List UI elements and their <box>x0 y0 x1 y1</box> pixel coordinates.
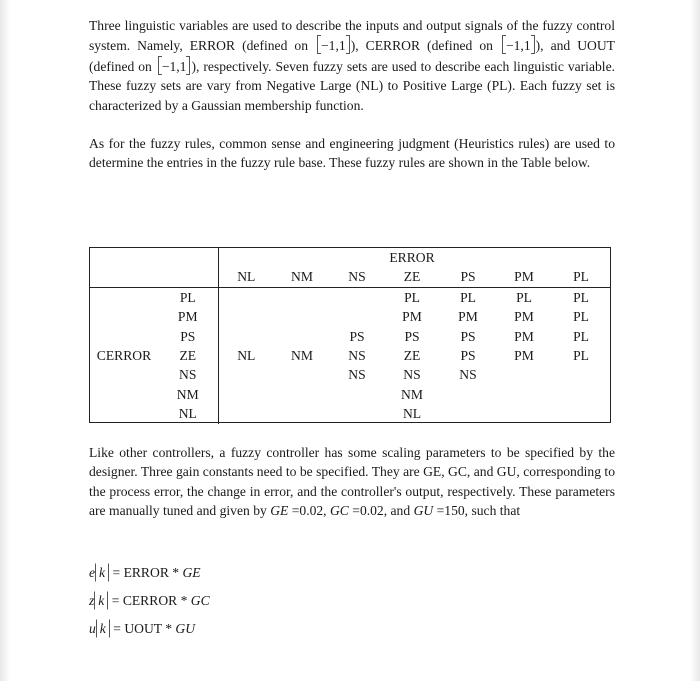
row-variable-spacer <box>90 287 158 307</box>
formula-lhs: u <box>89 621 96 636</box>
row-variable-spacer <box>90 404 158 423</box>
rule-cell: PS <box>460 328 476 344</box>
rule-cell <box>274 307 330 326</box>
col-header: NL <box>218 267 274 287</box>
paragraph-scaling-parameters <box>89 443 615 521</box>
rule-cell: PL <box>573 348 589 364</box>
formula-uout <box>89 619 210 647</box>
table-row <box>90 385 610 404</box>
col-header: PS <box>440 267 496 287</box>
table-row <box>90 365 610 384</box>
rule-cell <box>218 404 274 423</box>
rule-cell: PL <box>573 328 589 344</box>
row-variable-spacer <box>90 307 158 326</box>
rule-cell <box>552 404 610 423</box>
rule-cell <box>218 307 274 326</box>
scaling-formulas <box>89 563 210 647</box>
rule-cell <box>552 365 610 384</box>
rule-cell: PL <box>573 289 589 305</box>
rule-cell: PM <box>458 309 478 325</box>
rule-cell <box>274 365 330 384</box>
paragraph-linguistic-variables <box>89 16 615 115</box>
page-edge-right <box>690 0 700 681</box>
rule-cell: NL <box>218 346 274 365</box>
interval-value: −1,1 <box>161 58 187 74</box>
text-run: Three linguistic variables are used to describe the inputs and output signals of the fuzzy control system. Namely, ERROR (defined on <box>89 18 615 54</box>
rule-table-body <box>90 287 610 423</box>
rule-cell: PM <box>514 328 534 344</box>
paragraph-fuzzy-rules: As for the fuzzy rules, common sense and engineering judgment (Heuristics rules) are used to determine the entries in the fuzzy rule base. These fuzzy rules are shown in the Table below. <box>89 136 615 171</box>
formula-gain: GC <box>190 593 210 608</box>
formula-eq: = <box>108 593 123 608</box>
rule-cell <box>440 385 496 404</box>
row-header: PL <box>179 289 196 305</box>
interval-error <box>315 38 351 53</box>
row-header: NM <box>176 386 199 402</box>
page-edge-left <box>0 0 10 681</box>
rule-cell <box>274 404 330 423</box>
rule-cell: PS <box>349 328 365 344</box>
rule-cell: NS <box>403 367 421 383</box>
row-variable-spacer <box>90 327 158 346</box>
interval-cerror <box>500 38 536 53</box>
formula-lhs: z <box>89 593 95 608</box>
row-header: NL <box>178 406 197 422</box>
table-row <box>90 287 610 307</box>
rule-cell <box>218 365 274 384</box>
rule-cell <box>330 404 384 423</box>
formula-cerror <box>89 591 210 619</box>
rule-cell <box>440 404 496 423</box>
formula-eq: = <box>109 565 124 580</box>
row-header: PM <box>177 309 198 325</box>
formula-var: CERROR <box>122 593 178 608</box>
rule-table-grid <box>90 248 610 424</box>
rule-cell <box>330 307 384 326</box>
formula-op: * <box>161 621 176 636</box>
rule-cell <box>218 287 274 307</box>
rule-cell <box>218 327 274 346</box>
document-body <box>89 16 615 173</box>
col-header: NM <box>274 267 330 287</box>
rule-cell: NM <box>291 348 313 364</box>
text-run: Like other controllers, a fuzzy controller has some scaling parameters to be specified by the designer. Three gain constants need to be specified. They are GE, GC, and GU, corresponding to the process error, the change in error, and the controller's output, respectively. These parameters are manually tuned and given by <box>89 445 615 519</box>
formula-index: k <box>94 591 108 610</box>
formula-op: * <box>168 565 183 580</box>
rule-cell: PM <box>402 309 422 325</box>
col-header: PM <box>496 267 552 287</box>
formula-index: k <box>95 563 109 582</box>
rule-cell <box>274 327 330 346</box>
symbol-gc: GC <box>329 503 349 519</box>
col-header: ZE <box>384 267 440 287</box>
row-header: NS <box>179 367 197 383</box>
formula-eq: = <box>109 621 125 636</box>
text-run: ), and UOUT (defined on <box>89 38 615 74</box>
rule-cell: ZE <box>403 348 421 364</box>
formula-index: k <box>96 619 110 638</box>
formula-gain: GU <box>175 621 196 636</box>
rule-cell <box>274 287 330 307</box>
row-variable-spacer <box>90 385 158 404</box>
text-run: =0.02, <box>288 503 330 519</box>
table-row <box>90 307 610 326</box>
fuzzy-rule-table <box>89 247 611 423</box>
column-variable-label: ERROR <box>389 250 435 265</box>
rule-cell <box>496 385 552 404</box>
text-run: =150, such that <box>433 503 521 519</box>
symbol-ge: GE <box>270 503 289 519</box>
table-row <box>90 404 610 423</box>
row-variable-label: CERROR <box>96 348 152 364</box>
interval-value: −1,1 <box>321 38 346 54</box>
text-run: ), CERROR (defined on <box>350 38 500 54</box>
formula-gain: GE <box>182 565 201 580</box>
table-row <box>90 346 610 365</box>
rule-cell: PM <box>514 309 534 325</box>
formula-var: ERROR <box>123 565 169 580</box>
rule-cell: PS <box>404 328 420 344</box>
table-row <box>90 327 610 346</box>
symbol-gu: GU <box>413 503 434 519</box>
row-header: ZE <box>179 348 197 364</box>
text-run: ), respectively. Seven fuzzy sets are used to describe each linguistic variable. These fuzzy sets are vary from Negative Large (NL) to Positive Large (PL). Each fuzzy set is characterized by a Gaussian membership function. <box>89 58 615 113</box>
col-header: NS <box>330 267 384 287</box>
rule-cell <box>496 365 552 384</box>
rule-cell: NL <box>402 406 422 422</box>
col-header: PL <box>552 267 610 287</box>
interval-uout <box>156 59 192 74</box>
formula-lhs: e <box>89 565 96 580</box>
rule-cell: PM <box>514 348 534 364</box>
row-header: PS <box>180 328 196 344</box>
formula-error <box>89 563 210 591</box>
row-variable-spacer <box>90 365 158 384</box>
rule-cell <box>330 385 384 404</box>
rule-cell: PL <box>460 289 476 305</box>
text-run: =0.02, and <box>348 503 414 519</box>
rule-cell: PS <box>460 348 476 364</box>
interval-value: −1,1 <box>505 38 531 54</box>
rule-cell <box>274 385 330 404</box>
rule-cell <box>552 385 610 404</box>
rule-cell: NS <box>459 367 477 383</box>
rule-cell: NS <box>348 367 366 383</box>
rule-cell: NS <box>348 348 366 364</box>
rule-cell <box>330 287 384 307</box>
rule-cell <box>218 385 274 404</box>
rule-cell: PL <box>516 289 532 305</box>
rule-cell: NM <box>401 386 423 402</box>
formula-var: UOUT <box>124 621 162 636</box>
formula-op: * <box>177 593 191 608</box>
rule-cell: PL <box>404 289 420 305</box>
rule-cell: PL <box>573 309 589 325</box>
document-body-lower <box>89 443 615 521</box>
rule-cell <box>496 404 552 423</box>
